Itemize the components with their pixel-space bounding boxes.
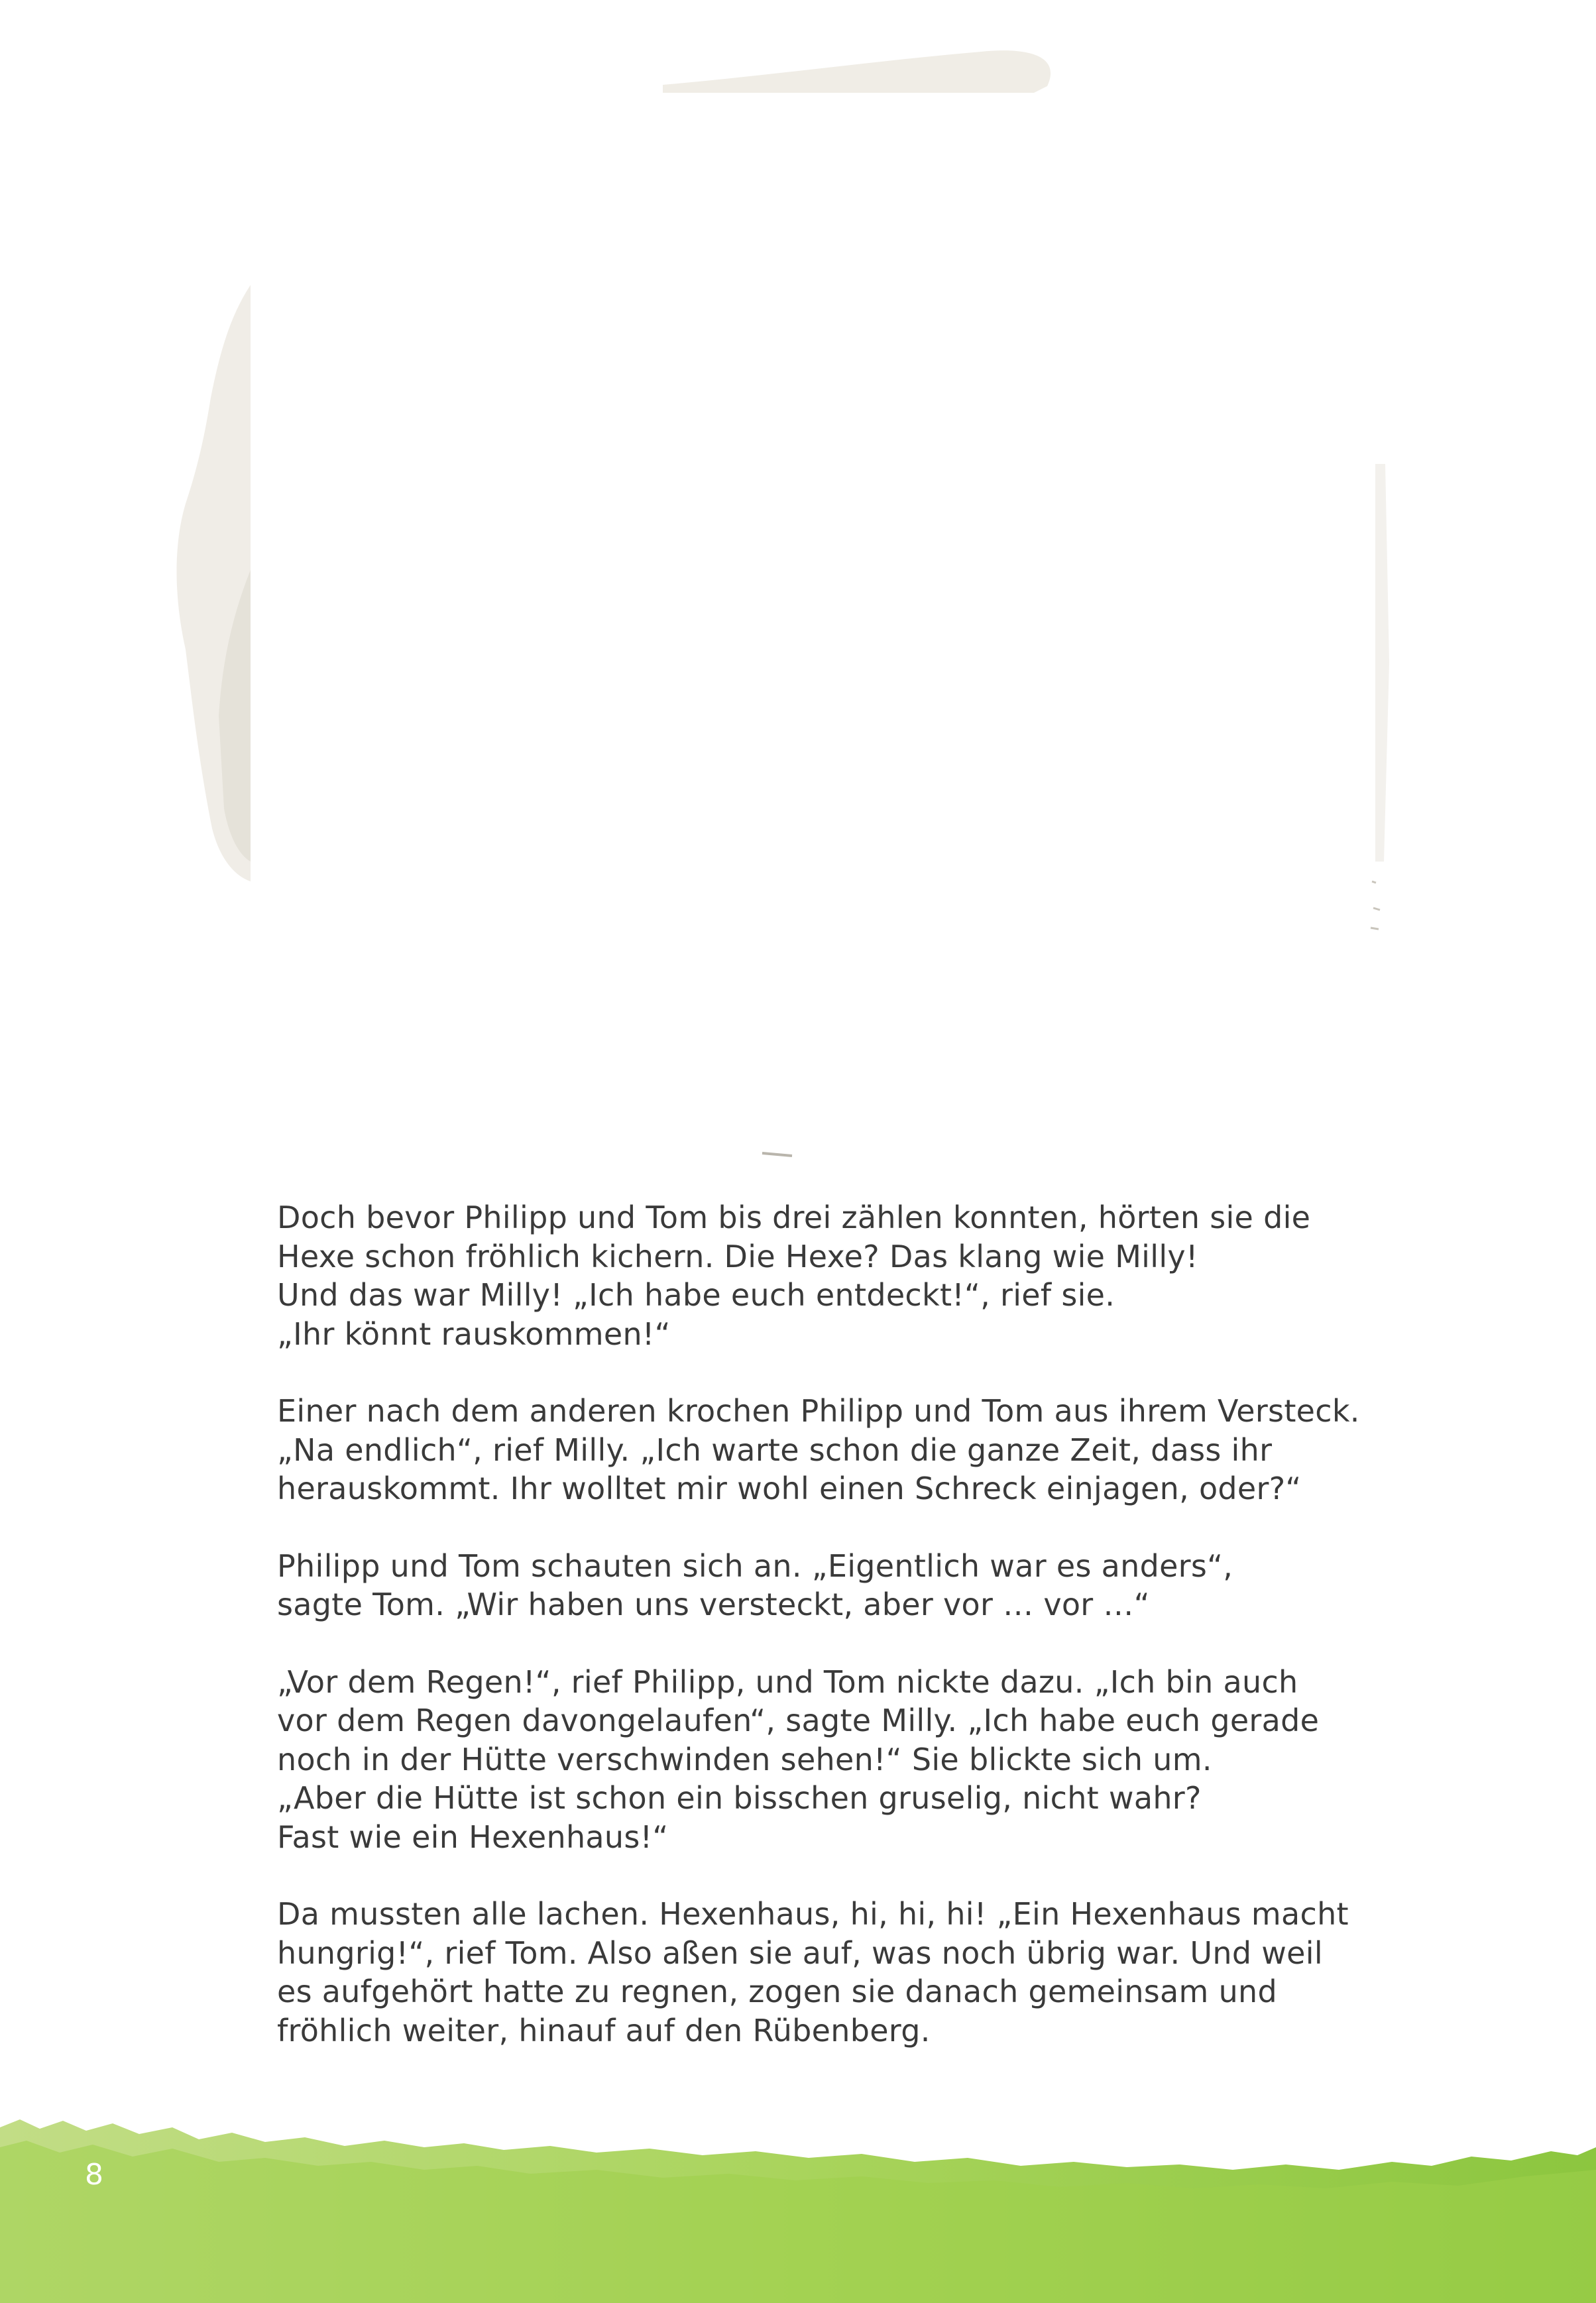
text-line: Doch bevor Philipp und Tom bis drei zählen konnten, hörten sie die [277, 1200, 1311, 1235]
text-line: Hexe schon fröhlich kichern. Die Hexe? Das klang wie Milly! [277, 1238, 1198, 1274]
paragraph [277, 1392, 1364, 1508]
page-number: 8 [85, 2158, 103, 2192]
text-line: es aufgehört hatte zu regnen, zogen sie danach gemeinsam und [277, 1974, 1277, 2009]
text-line: hungrig!“, rief Tom. Also aßen sie auf, was noch übrig war. Und weil [277, 1935, 1323, 1971]
text-line: vor dem Regen davongelaufen“, sagte Milly. „Ich habe euch gerade [277, 1703, 1320, 1738]
text-line: Und das war Milly! „Ich habe euch entdeckt!“, rief sie. [277, 1277, 1115, 1313]
text-line: „Ihr könnt rauskommen!“ [277, 1316, 671, 1352]
text-line: fröhlich weiter, hinauf auf den Rübenberg. [277, 2012, 931, 2049]
text-line: herauskommt. Ihr wolltet mir wohl einen Schreck einjagen, oder?“ [277, 1471, 1302, 1506]
text-line: Da mussten alle lachen. Hexenhaus, hi, hi, hi! „Ein Hexenhaus macht [277, 1896, 1349, 1932]
watercolor-wash-top [663, 50, 1051, 93]
stroke-mark-right [1371, 881, 1380, 929]
text-line: sagte Tom. „Wir haben uns versteckt, aber vor … vor …“ [277, 1587, 1150, 1622]
text-line: Fast wie ein Hexenhaus!“ [277, 1819, 669, 1855]
text-line: Philipp und Tom schauten sich an. „Eigentlich war es anders“, [277, 1547, 1233, 1584]
paragraph [277, 1663, 1364, 1857]
paragraph [277, 1198, 1364, 1353]
watercolor-wash-right [1375, 464, 1389, 862]
text-line: Einer nach dem anderen krochen Philipp und Tom aus ihrem Versteck. [277, 1393, 1360, 1429]
paragraph [277, 1547, 1364, 1624]
story-text [277, 1198, 1364, 2088]
text-line: noch in der Hütte verschwinden sehen!“ Sie blickte sich um. [277, 1741, 1212, 1777]
text-line: „Vor dem Regen!“, rief Philipp, und Tom nickte dazu. „Ich bin auch [277, 1663, 1298, 1700]
text-line: „Aber die Hütte ist schon ein bisschen gruselig, nicht wahr? [277, 1780, 1202, 1816]
text-line: „Na endlich“, rief Milly. „Ich warte schon die ganze Zeit, dass ihr [277, 1432, 1273, 1468]
stroke-mark-bottom [762, 1153, 792, 1156]
grass-band [0, 2101, 1596, 2303]
paragraph [277, 1895, 1364, 2050]
